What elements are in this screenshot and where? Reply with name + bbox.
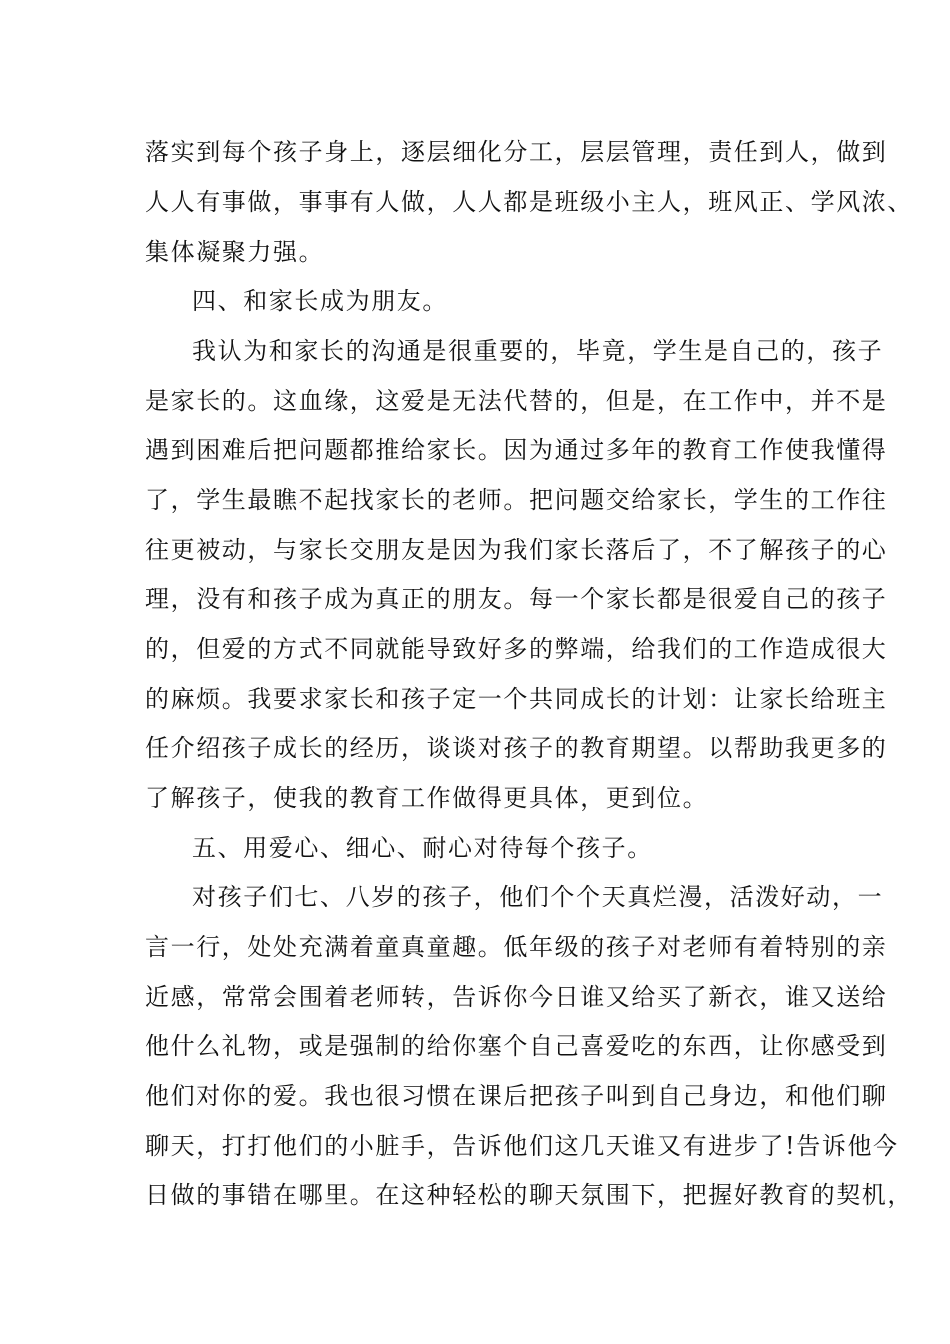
text-line: 往更被动，与家长交朋友是因为我们家长落后了，不了解孩子的心 [145,536,888,564]
paragraph-first-line: 对孩子们七、八岁的孩子，他们个个天真烂漫，活泼好动，一 [192,883,884,911]
text-line: 日做的事错在哪里。在这种轻松的聊天氛围下，把握好教育的契机， [145,1181,913,1209]
text-line: 了解孩子，使我的教育工作做得更具体，更到位。 [145,784,709,812]
text-line: 理，没有和孩子成为真正的朋友。每一个家长都是很爱自己的孩子 [145,585,888,613]
section-heading: 四、和家长成为朋友。 [192,287,448,315]
text-line: 的麻烦。我要求家长和孩子定一个共同成长的计划：让家长给班主 [145,685,888,713]
text-line: 近感，常常会围着老师转，告诉你今日谁又给买了新衣，谁又送给 [145,983,888,1011]
paragraph-first-line: 我认为和家长的沟通是很重要的，毕竟，学生是自己的，孩子 [192,337,884,365]
text-line: 集体凝聚力强。 [145,238,325,266]
text-line: 他们对你的爱。我也很习惯在课后把孩子叫到自己身边，和他们聊 [145,1082,888,1110]
text-line: 任介绍孩子成长的经历，谈谈对孩子的教育期望。以帮助我更多的 [145,734,888,762]
text-line: 遇到困难后把问题都推给家长。因为通过多年的教育工作使我懂得 [145,436,888,464]
text-line: 聊天，打打他们的小脏手，告诉他们这几天谁又有进步了!告诉他今 [145,1132,899,1160]
text-line: 是家长的。这血缘，这爱是无法代替的，但是，在工作中，并不是 [145,387,888,415]
text-line: 他什么礼物，或是强制的给你塞个自己喜爱吃的东西，让你感受到 [145,1032,888,1060]
text-line: 言一行，处处充满着童真童趣。低年级的孩子对老师有着特别的亲 [145,933,888,961]
text-line: 了，学生最瞧不起找家长的老师。把问题交给家长，学生的工作往 [145,486,888,514]
text-line: 的，但爱的方式不同就能导致好多的弊端，给我们的工作造成很大 [145,635,888,663]
section-heading: 五、用爱心、细心、耐心对待每个孩子。 [192,834,653,862]
text-line: 人人有事做，事事有人做，人人都是班级小主人，班风正、学风浓、 [145,188,913,216]
text-line: 落实到每个孩子身上，逐层细化分工，层层管理，责任到人，做到 [145,138,888,166]
